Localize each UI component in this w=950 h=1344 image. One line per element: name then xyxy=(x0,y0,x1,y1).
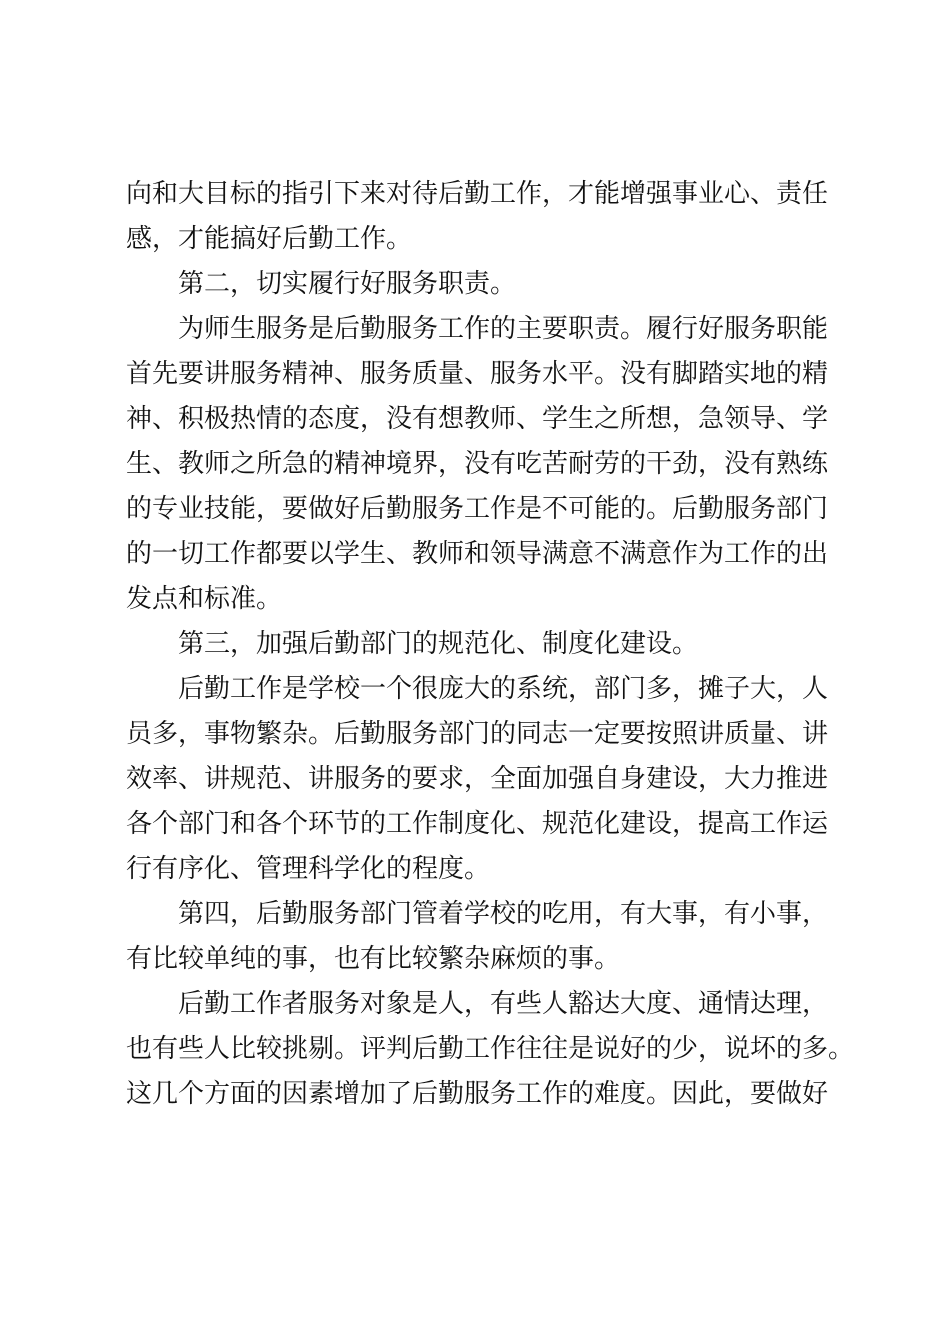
text-line: 后勤工作是学校一个很庞大的系统，部门多，摊子大，人 xyxy=(178,674,829,704)
text-line: 行有序化、管理科学化的程度。 xyxy=(126,854,491,884)
text-line: 有比较单纯的事，也有比较繁杂麻烦的事。 xyxy=(126,944,621,974)
text-line: 首先要讲服务精神、服务质量、服务水平。没有脚踏实地的精 xyxy=(126,359,829,389)
text-line: 向和大目标的指引下来对待后勤工作，才能增强事业心、责任 xyxy=(126,179,829,209)
text-line: 的专业技能，要做好后勤服务工作是不可能的。后勤服务部门 xyxy=(126,494,829,524)
text-line: 员多，事物繁杂。后勤服务部门的同志一定要按照讲质量、讲 xyxy=(126,719,829,749)
body-text xyxy=(126,172,855,1117)
text-line: 也有些人比较挑剔。评判后勤工作往往是说好的少，说坏的多。 xyxy=(126,1034,855,1064)
text-line: 感，才能搞好后勤工作。 xyxy=(126,224,413,254)
text-line: 发点和标准。 xyxy=(126,584,283,614)
section-heading: 第四，后勤服务部门管着学校的吃用，有大事，有小事， xyxy=(178,899,829,929)
text-line: 后勤工作者服务对象是人，有些人豁达大度、通情达理， xyxy=(178,989,829,1019)
section-heading: 第二，切实履行好服务职责。 xyxy=(178,269,517,299)
text-line: 各个部门和各个环节的工作制度化、规范化建设，提高工作运 xyxy=(126,809,829,839)
section-heading: 第三，加强后勤部门的规范化、制度化建设。 xyxy=(178,629,699,659)
text-line: 生、教师之所急的精神境界，没有吃苦耐劳的干劲，没有熟练 xyxy=(126,449,829,479)
text-line: 为师生服务是后勤服务工作的主要职责。履行好服务职能 xyxy=(178,314,829,344)
text-line: 神、积极热情的态度，没有想教师、学生之所想，急领导、学 xyxy=(126,404,829,434)
text-line: 这几个方面的因素增加了后勤服务工作的难度。因此，要做好 xyxy=(126,1079,829,1109)
text-line: 的一切工作都要以学生、教师和领导满意不满意作为工作的出 xyxy=(126,539,829,569)
text-line: 效率、讲规范、讲服务的要求，全面加强自身建设，大力推进 xyxy=(126,764,829,794)
